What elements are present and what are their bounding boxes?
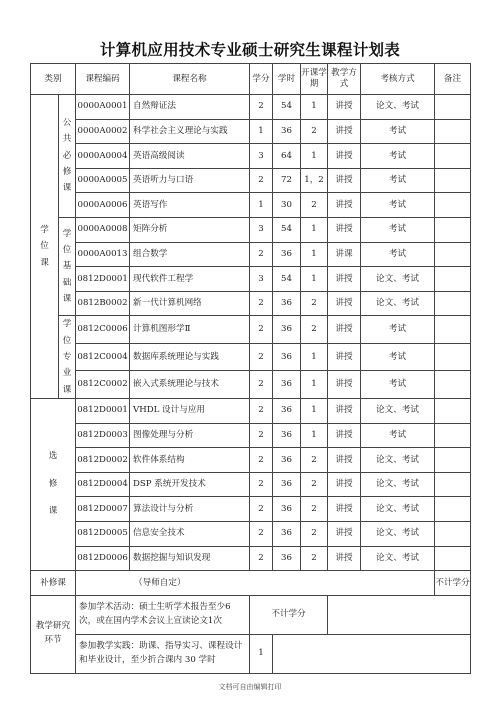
course-code: 0812D0005 bbox=[76, 521, 130, 546]
course-semester: 1 bbox=[301, 267, 328, 292]
header-credit: 学分 bbox=[250, 64, 273, 95]
course-semester: 1 bbox=[301, 371, 328, 399]
course-credit: 2 bbox=[250, 371, 273, 399]
course-name: DSP 系统开发技术 bbox=[130, 472, 250, 497]
course-semester: 2 bbox=[301, 316, 328, 344]
course-exam: 考试 bbox=[361, 343, 435, 371]
course-semester: 1 bbox=[301, 144, 328, 169]
course-name: 矩阵分析 bbox=[130, 217, 250, 242]
course-hours: 36 bbox=[273, 472, 301, 497]
course-row bbox=[31, 316, 471, 344]
supplement-content: （导师自定） bbox=[76, 571, 435, 596]
course-semester: 2 bbox=[301, 546, 328, 571]
course-plan-table bbox=[30, 63, 471, 674]
course-row bbox=[31, 291, 471, 316]
course-exam: 考试 bbox=[361, 168, 435, 193]
course-row bbox=[31, 242, 471, 267]
course-hours: 36 bbox=[273, 119, 301, 144]
course-exam: 考试 bbox=[361, 316, 435, 344]
course-method: 讲课 bbox=[328, 242, 361, 267]
course-code: 0812C0006 bbox=[76, 316, 130, 344]
course-name: 数据挖掘与知识发现 bbox=[130, 546, 250, 571]
course-remark bbox=[435, 242, 471, 267]
course-exam: 论文、考试 bbox=[361, 521, 435, 546]
group-degree bbox=[31, 95, 59, 399]
course-name: 组合数学 bbox=[130, 242, 250, 267]
course-code: 0000A0004 bbox=[76, 144, 130, 169]
course-row bbox=[31, 217, 471, 242]
header-semester: 开课学期 bbox=[301, 64, 328, 95]
course-name: 自然辩证法 bbox=[130, 95, 250, 120]
course-name: 英语听力与口语 bbox=[130, 168, 250, 193]
course-method: 讲授 bbox=[328, 144, 361, 169]
course-code: 0812D0007 bbox=[76, 497, 130, 522]
course-code: 0000A0006 bbox=[76, 193, 130, 218]
course-remark bbox=[435, 472, 471, 497]
course-row bbox=[31, 168, 471, 193]
course-method: 讲授 bbox=[328, 343, 361, 371]
course-method: 讲授 bbox=[328, 193, 361, 218]
course-code: 0812D0002 bbox=[76, 448, 130, 473]
course-hours: 36 bbox=[273, 316, 301, 344]
teaching-item-1-credit: 不计学分 bbox=[250, 595, 328, 634]
course-remark bbox=[435, 371, 471, 399]
header-remark: 备注 bbox=[435, 64, 471, 95]
course-hours: 72 bbox=[273, 168, 301, 193]
course-credit: 2 bbox=[250, 343, 273, 371]
course-name: 嵌入式系统理论与技术 bbox=[130, 371, 250, 399]
course-name: 算法设计与分析 bbox=[130, 497, 250, 522]
course-credit: 2 bbox=[250, 398, 273, 423]
course-hours: 36 bbox=[273, 546, 301, 571]
course-credit: 3 bbox=[250, 144, 273, 169]
course-remark bbox=[435, 521, 471, 546]
course-remark bbox=[435, 217, 471, 242]
course-semester: 2 bbox=[301, 193, 328, 218]
course-row bbox=[31, 521, 471, 546]
course-semester: 2 bbox=[301, 472, 328, 497]
course-method: 讲授 bbox=[328, 217, 361, 242]
teaching-item-2: 参加教学实践：助课、指导实习、课程设计和毕业设计，至少折合课内 30 学时 bbox=[76, 634, 250, 673]
teaching-item-2-blank bbox=[273, 634, 471, 673]
course-method: 讲授 bbox=[328, 267, 361, 292]
course-credit: 1 bbox=[250, 119, 273, 144]
course-credit: 3 bbox=[250, 267, 273, 292]
course-method: 讲授 bbox=[328, 472, 361, 497]
course-hours: 54 bbox=[273, 267, 301, 292]
course-remark bbox=[435, 95, 471, 120]
course-code: 0812C0004 bbox=[76, 343, 130, 371]
course-row bbox=[31, 448, 471, 473]
course-credit: 1 bbox=[250, 193, 273, 218]
course-hours: 36 bbox=[273, 448, 301, 473]
course-method: 讲授 bbox=[328, 448, 361, 473]
course-exam: 论文、考试 bbox=[361, 546, 435, 571]
course-row bbox=[31, 472, 471, 497]
group-degree-label: 学 位 课 bbox=[40, 225, 49, 268]
teaching-label: 教学研究环节 bbox=[31, 595, 76, 673]
group-public-required: 公 共 必 修 课 bbox=[59, 95, 76, 218]
course-method: 讲授 bbox=[328, 497, 361, 522]
course-name: 图像处理与分析 bbox=[130, 423, 250, 448]
course-code: 0812D0001 bbox=[76, 398, 130, 423]
teaching-item-1-blank bbox=[328, 595, 471, 634]
course-exam: 论文、考试 bbox=[361, 448, 435, 473]
course-name: 英语写作 bbox=[130, 193, 250, 218]
group-degree-major: 学 位 专 业 课 bbox=[59, 316, 76, 399]
course-credit: 3 bbox=[250, 217, 273, 242]
course-remark bbox=[435, 398, 471, 423]
course-method: 讲授 bbox=[328, 95, 361, 120]
course-method: 讲授 bbox=[328, 423, 361, 448]
header-method: 教学方式 bbox=[328, 64, 361, 95]
course-semester: 1 bbox=[301, 242, 328, 267]
course-code: 0812D0006 bbox=[76, 546, 130, 571]
course-row bbox=[31, 398, 471, 423]
course-remark bbox=[435, 546, 471, 571]
course-method: 讲授 bbox=[328, 398, 361, 423]
course-hours: 36 bbox=[273, 371, 301, 399]
course-hours: 54 bbox=[273, 95, 301, 120]
course-method: 讲授 bbox=[328, 168, 361, 193]
course-name: 计算机图形学Ⅱ bbox=[130, 316, 250, 344]
course-credit: 2 bbox=[250, 546, 273, 571]
course-exam: 论文、考试 bbox=[361, 497, 435, 522]
footer-note: 文档可自由编辑打印 bbox=[218, 683, 282, 691]
course-remark bbox=[435, 193, 471, 218]
course-remark bbox=[435, 448, 471, 473]
course-code: 0000A0002 bbox=[76, 119, 130, 144]
course-credit: 2 bbox=[250, 242, 273, 267]
course-method: 讲授 bbox=[328, 291, 361, 316]
course-exam: 考试 bbox=[361, 242, 435, 267]
course-hours: 36 bbox=[273, 398, 301, 423]
course-name: 软件体系结构 bbox=[130, 448, 250, 473]
supplement-label: 补修课 bbox=[31, 571, 76, 596]
header-name: 课程名称 bbox=[130, 64, 250, 95]
course-exam: 考试 bbox=[361, 371, 435, 399]
course-credit: 2 bbox=[250, 497, 273, 522]
teaching-item-2-credit: 1 bbox=[250, 634, 273, 673]
course-hours: 36 bbox=[273, 521, 301, 546]
course-name: 信息安全技术 bbox=[130, 521, 250, 546]
course-hours: 36 bbox=[273, 291, 301, 316]
course-semester: 1 bbox=[301, 343, 328, 371]
course-credit: 2 bbox=[250, 316, 273, 344]
course-method: 讲授 bbox=[328, 119, 361, 144]
course-exam: 考试 bbox=[361, 193, 435, 218]
course-remark bbox=[435, 423, 471, 448]
course-row bbox=[31, 497, 471, 522]
course-name: 新一代计算机网络 bbox=[130, 291, 250, 316]
course-semester: 2 bbox=[301, 291, 328, 316]
header-exam: 考核方式 bbox=[361, 64, 435, 95]
course-name: 英语高级阅读 bbox=[130, 144, 250, 169]
course-credit: 2 bbox=[250, 521, 273, 546]
course-row bbox=[31, 371, 471, 399]
header-category: 类别 bbox=[31, 64, 76, 95]
course-exam: 论文、考试 bbox=[361, 398, 435, 423]
course-hours: 36 bbox=[273, 423, 301, 448]
page-title: 计算机应用技术专业硕士研究生课程计划表 bbox=[99, 41, 401, 59]
course-exam: 论文、考试 bbox=[361, 472, 435, 497]
course-exam: 论文、考试 bbox=[361, 95, 435, 120]
course-remark bbox=[435, 144, 471, 169]
course-hours: 36 bbox=[273, 497, 301, 522]
course-row bbox=[31, 119, 471, 144]
group-degree-basic: 学 位 基 础 课 bbox=[59, 217, 76, 315]
course-code: 0812D0001 bbox=[76, 267, 130, 292]
course-semester: 1 bbox=[301, 398, 328, 423]
header-row bbox=[31, 64, 471, 95]
course-remark bbox=[435, 168, 471, 193]
header-code: 课程编码 bbox=[76, 64, 130, 95]
course-row bbox=[31, 423, 471, 448]
course-hours: 36 bbox=[273, 242, 301, 267]
course-hours: 36 bbox=[273, 343, 301, 371]
course-row bbox=[31, 267, 471, 292]
course-code: 0812B0002 bbox=[76, 291, 130, 316]
course-hours: 64 bbox=[273, 144, 301, 169]
course-code: 0812D0003 bbox=[76, 423, 130, 448]
course-row bbox=[31, 546, 471, 571]
course-exam: 考试 bbox=[361, 144, 435, 169]
course-hours: 54 bbox=[273, 217, 301, 242]
course-name: 数据库系统理论与实践 bbox=[130, 343, 250, 371]
course-remark bbox=[435, 343, 471, 371]
course-semester: 2 bbox=[301, 521, 328, 546]
course-exam: 考试 bbox=[361, 119, 435, 144]
course-semester: 1，2 bbox=[301, 168, 328, 193]
course-semester: 1 bbox=[301, 423, 328, 448]
course-remark bbox=[435, 497, 471, 522]
course-exam: 考试 bbox=[361, 423, 435, 448]
course-code: 0000A0013 bbox=[76, 242, 130, 267]
course-exam: 论文、考试 bbox=[361, 291, 435, 316]
course-remark bbox=[435, 119, 471, 144]
group-elective: 选 修 课 bbox=[31, 398, 76, 570]
course-row bbox=[31, 193, 471, 218]
course-exam: 考试 bbox=[361, 217, 435, 242]
course-credit: 2 bbox=[250, 291, 273, 316]
course-row bbox=[31, 343, 471, 371]
course-code: 0000A0005 bbox=[76, 168, 130, 193]
course-name: VHDL 设计与应用 bbox=[130, 398, 250, 423]
course-method: 讲授 bbox=[328, 316, 361, 344]
course-row bbox=[31, 95, 471, 120]
supplement-remark: 不计学分 bbox=[435, 571, 471, 596]
course-credit: 2 bbox=[250, 168, 273, 193]
course-credit: 2 bbox=[250, 448, 273, 473]
header-hours: 学时 bbox=[273, 64, 301, 95]
course-hours: 30 bbox=[273, 193, 301, 218]
course-method: 讲授 bbox=[328, 546, 361, 571]
course-credit: 2 bbox=[250, 472, 273, 497]
course-credit: 2 bbox=[250, 423, 273, 448]
course-row bbox=[31, 144, 471, 169]
course-credit: 2 bbox=[250, 95, 273, 120]
course-semester: 2 bbox=[301, 497, 328, 522]
course-remark bbox=[435, 291, 471, 316]
course-method: 讲授 bbox=[328, 521, 361, 546]
teaching-row-1 bbox=[31, 595, 471, 634]
course-remark bbox=[435, 267, 471, 292]
course-exam: 论文、考试 bbox=[361, 267, 435, 292]
supplement-row bbox=[31, 571, 471, 596]
course-code: 0000A0008 bbox=[76, 217, 130, 242]
course-code: 0000A0001 bbox=[76, 95, 130, 120]
teaching-row-2 bbox=[31, 634, 471, 673]
course-name: 科学社会主义理论与实践 bbox=[130, 119, 250, 144]
course-semester: 1 bbox=[301, 217, 328, 242]
course-method: 讲授 bbox=[328, 371, 361, 399]
teaching-item-1: 参加学术活动：硕士生听学术报告至少6次，或在国内学术会议上宣读论文1次 bbox=[76, 595, 250, 634]
course-semester: 2 bbox=[301, 448, 328, 473]
course-code: 0812D0004 bbox=[76, 472, 130, 497]
course-name: 现代软件工程学 bbox=[130, 267, 250, 292]
course-semester: 2 bbox=[301, 119, 328, 144]
course-remark bbox=[435, 316, 471, 344]
course-semester: 1 bbox=[301, 95, 328, 120]
course-code: 0812C0002 bbox=[76, 371, 130, 399]
